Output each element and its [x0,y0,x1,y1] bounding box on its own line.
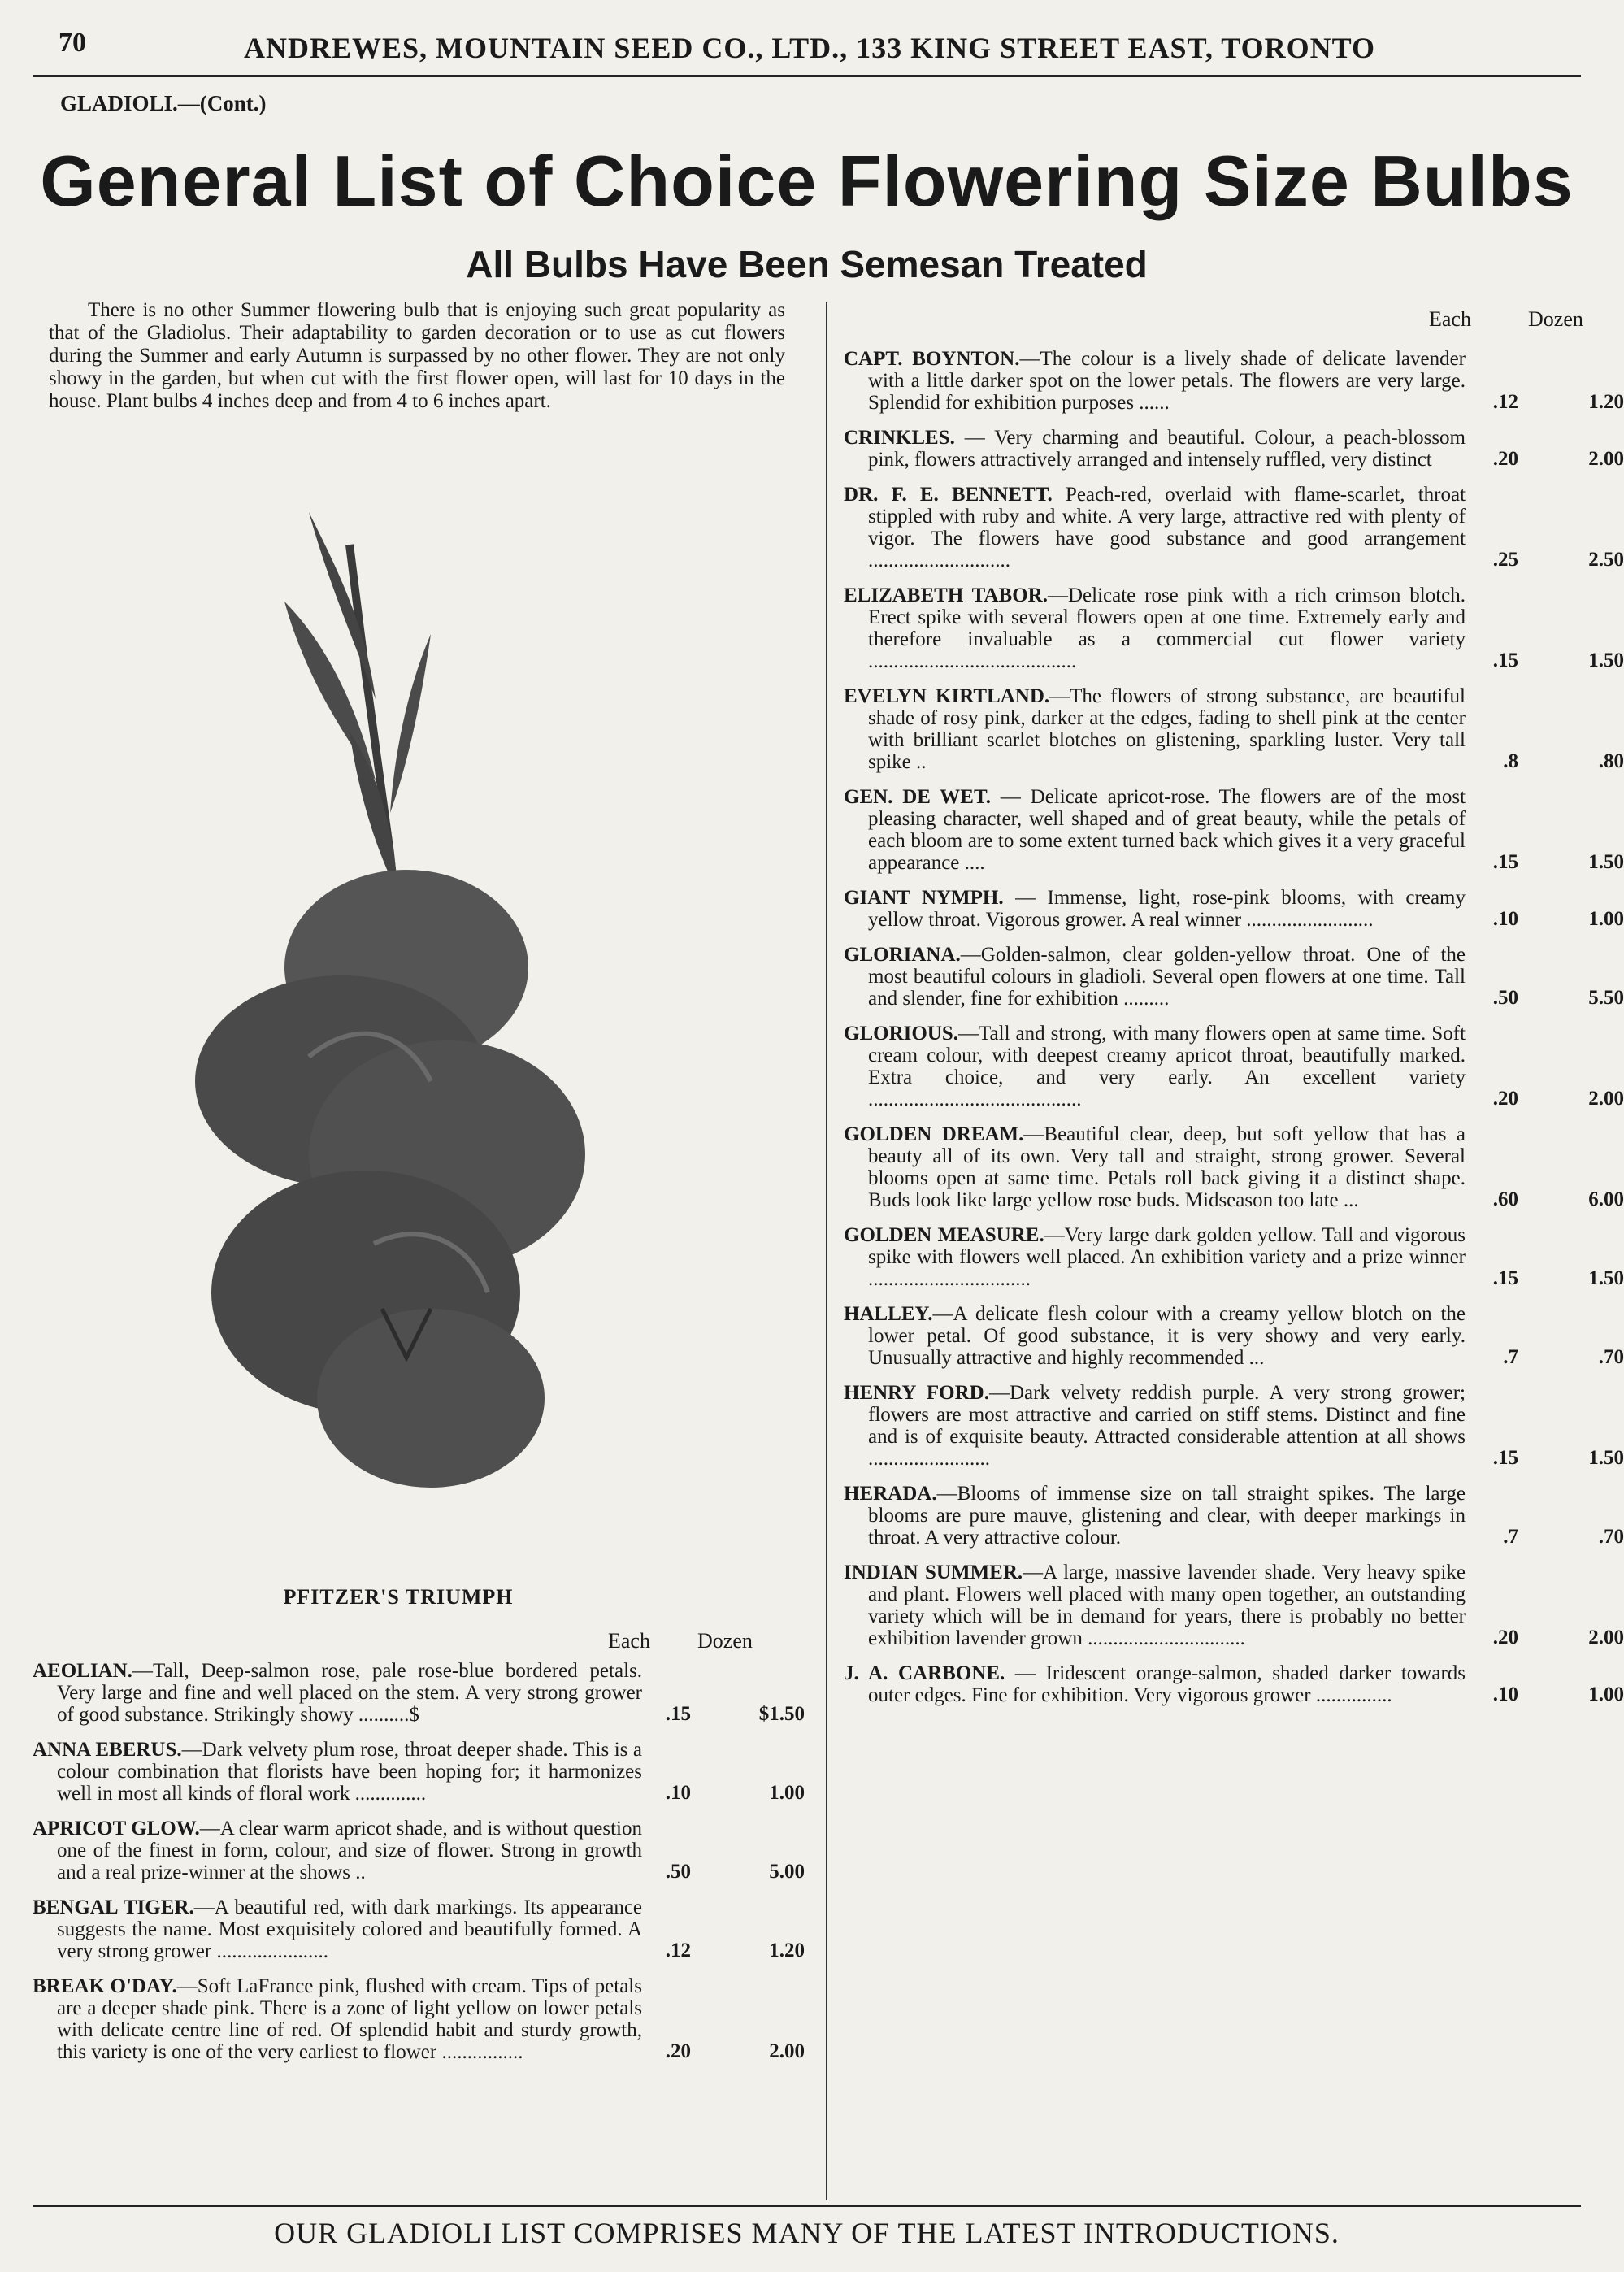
bulb-text: —Tall, Deep-salmon rose, pale rose-blue bordered petals. Very large and fine and well placed on the stem. A very strong grower of good substance. Strikingly showy ..........$ [57,1660,642,1726]
price-each: .50 [665,1861,691,1883]
bulb-name: GOLDEN MEASURE. [844,1224,1044,1246]
bulb-entry [33,1739,813,1805]
bulb-description [844,1382,1466,1470]
bulb-entry [844,427,1624,471]
bulb-text: — Delicate apricot-rose. The flowers are of the most pleasing character, well shaped and of great beauty, while the petals of each bloom are to some extent turned back which gives it a very graceful appearance .... [868,786,1466,874]
right-dozen-header: Dozen [1528,307,1583,331]
bulb-text: — Immense, light, rose-pink blooms, with creamy yellow throat. Vigorous grower. A real winner ......................... [868,887,1466,931]
bottom-rule [33,2205,1581,2207]
bulb-entry [844,484,1624,571]
bulb-text: —Blooms of immense size on tall straight spikes. The large blooms are pure mauve, glistening and clear, with deeper markings in throat. A very attractive colour. [868,1483,1466,1549]
bulb-name: DR. F. E. BENNETT. [844,484,1053,506]
price-dozen: 1.50 [1588,649,1624,671]
price-dozen: $1.50 [758,1703,805,1725]
bulb-name: ELIZABETH TABOR. [844,584,1048,606]
price-dozen: 2.00 [1588,1627,1624,1649]
bulb-description [33,1896,642,1962]
bulb-text: —Dark velvety reddish purple. A very strong grower; flowers are most attractive and carried on stiff stems. Distinct and fine and is of exquisite beauty. Attracted considerable attention at all shows ........................ [868,1382,1466,1470]
bulb-name: GLORIOUS. [844,1023,959,1045]
price-dozen: 1.50 [1588,851,1624,873]
price-dozen: 1.00 [769,1782,805,1804]
bulb-entry [844,887,1624,931]
price-each: .60 [1492,1188,1518,1210]
bulb-name: GOLDEN DREAM. [844,1123,1024,1145]
price-dozen: 5.50 [1588,987,1624,1009]
bulb-name: GLORIANA. [844,944,961,966]
bulb-entry [33,1818,813,1883]
bulb-name: EVELYN KIRTLAND. [844,685,1050,707]
bulb-name: HERADA. [844,1483,937,1505]
bulb-text: —Delicate rose pink with a rich crimson blotch. Erect spike with several flowers open at one time. Extremely early and therefore invaluable as a commercial cut flower variety ......................................... [868,584,1466,672]
bulb-entry [844,1382,1624,1470]
bulb-description [844,685,1466,773]
right-each-header: Each [1429,307,1471,331]
bulb-text: —Soft LaFrance pink, flushed with cream. Tips of petals are a deeper shade pink. There is a zone of light yellow on lower petals with delicate centre line of red. Of splendid habit and sturdy growth, this variety is one of the very earliest to flower ................ [57,1975,642,2063]
bulb-text: —The colour is a lively shade of delicate lavender with a little darker spot on the lower petals. The flowers are very large. Splendid for exhibition purposes ...... [868,348,1466,414]
price-dozen: 1.20 [769,1940,805,1961]
bulb-entry [844,1303,1624,1369]
price-dozen: 2.00 [1588,1088,1624,1110]
price-each: .15 [665,1703,691,1725]
bulb-description [33,1660,642,1726]
bulb-entry [844,584,1624,672]
price-each: .20 [1492,1088,1518,1110]
bulb-text: —Beautiful clear, deep, but soft yellow that has a beauty all of its own. Very tall and straight, strong grower. Several blooms open at same time. Petals roll back giving it a distinct shape. Buds look like large yellow rose buds. Midseason too late ... [868,1123,1466,1211]
bulb-text: — Very charming and beautiful. Colour, a peach-blossom pink, flowers attractively arranged and intensely ruffled, very distinct [868,427,1466,471]
bulb-text: —The flowers of strong substance, are beautiful shade of rosy pink, darker at the edges, fading to shell pink at the center with brilliant scarlet blotches on glistening, sparkling luster. Very tall spike .. [868,685,1466,773]
bulb-description [844,1483,1466,1549]
left-dozen-header: Dozen [697,1629,753,1653]
bulb-entry [844,1023,1624,1110]
price-dozen: 2.00 [1588,448,1624,470]
bulb-name: HALLEY. [844,1303,933,1325]
bulb-name: HENRY FORD. [844,1382,989,1404]
bulb-text: —A large, massive lavender shade. Very heavy spike and plant. Flowers well placed with many open together, an outstanding variety which will be in demand for years, there is probably no better exhibition lavender grown ............................... [868,1562,1466,1649]
bulb-description [844,1562,1466,1649]
price-each: .12 [665,1940,691,1961]
price-dozen: 1.20 [1588,391,1624,413]
bulb-entry [33,1896,813,1962]
bulb-name: J. A. CARBONE. [844,1662,1005,1684]
bulb-name: APRICOT GLOW. [33,1818,200,1840]
price-dozen: 1.50 [1588,1447,1624,1469]
bulb-text: —Very large dark golden yellow. Tall and vigorous spike with flowers well placed. An exhibition variety and a prize winner ................................ [868,1224,1466,1290]
bulb-description [844,427,1466,471]
section-label: GLADIOLI.—(Cont.) [60,91,267,115]
price-dozen: 1.00 [1588,1683,1624,1705]
price-each: .8 [1503,750,1518,772]
bulb-entry [844,1224,1624,1290]
price-each: .15 [1492,1447,1518,1469]
price-each: .10 [1492,908,1518,930]
bulb-name: BENGAL TIGER. [33,1896,194,1918]
price-each: .7 [1503,1526,1518,1548]
bulb-description [844,786,1466,874]
bulb-text: —Dark velvety plum rose, throat deeper shade. This is a colour combination that florists have been hoping for; it harmonizes well in most all kinds of floral work .............. [57,1739,642,1805]
running-head: ANDREWES, MOUNTAIN SEED CO., LTD., 133 KING STREET EAST, TORONTO [244,32,1375,64]
bulb-entry [844,1562,1624,1649]
bulb-description [844,1662,1466,1706]
price-dozen: .70 [1598,1346,1624,1368]
bulb-description [844,887,1466,931]
price-dozen: 6.00 [1588,1188,1624,1210]
page-footer: OUR GLADIOLI LIST COMPRISES MANY OF THE LATEST INTRODUCTIONS. [274,2217,1340,2249]
page-subtitle: All Bulbs Have Been Semesan Treated [466,243,1148,285]
bulb-text: —Golden-salmon, clear golden-yellow throat. One of the most beautiful colours in gladioli. Several open flowers at one time. Tall and slender, fine for exhibition ......... [868,944,1466,1010]
bulb-text: —A delicate flesh colour with a creamy yellow blotch on the lower petal. Of good substance, it is very showy and very early. Unusually attractive and highly recommended ... [868,1303,1466,1369]
bud-right [390,634,431,813]
bulb-name: CAPT. BOYNTON. [844,348,1020,370]
intro-paragraph: There is no other Summer flowering bulb that is enjoying such great popularity as that of the Gladiolus. Their adaptability to garden decoration or to use as cut flowers during the Summer and early Autumn is surpassed by no other flower. They are not only showy in the garden, but when cut with the first flower open, will last for 10 days in the house. Plant bulbs 4 inches deep and from 4 to 6 inches apart. [49,299,785,412]
bulb-name: ANNA EBERUS. [33,1739,182,1761]
bloom-5 [317,1309,545,1488]
column-divider [826,302,827,2200]
price-each: .15 [1492,649,1518,671]
gladiolus-photo [163,512,667,1569]
price-each: .50 [1492,987,1518,1009]
bulb-entry [844,944,1624,1010]
bulb-name: GEN. DE WET. [844,786,992,808]
bulb-description [33,1818,642,1883]
bulb-text: —A beautiful red, with dark markings. Its appearance suggests the name. Most exquisitely colored and beautifully formed. A very strong grower ...................... [57,1896,643,1962]
bulb-entry [844,348,1624,414]
price-each: .20 [1492,448,1518,470]
right-price-list [844,348,1624,1719]
bulb-text: Peach-red, overlaid with flame-scarlet, throat stippled with ruby and white. A very large, attractive red with plenty of vigor. The flowers have good substance and good arrangement ............................ [868,484,1466,571]
price-dozen: 5.00 [769,1861,805,1883]
bulb-entry [33,1975,813,2063]
bulb-description [844,1023,1466,1110]
top-rule [33,75,1581,77]
price-each: .15 [1492,1267,1518,1289]
price-dozen: 2.00 [769,2040,805,2062]
bulb-description [844,944,1466,1010]
price-dozen: 1.00 [1588,908,1624,930]
bulb-description [844,1224,1466,1290]
bulb-text: —A clear warm apricot shade, and is without question one of the finest in form, colour, and size of flower. Strong in growth and a real prize-winner at the shows .. [57,1818,642,1883]
price-each: .7 [1503,1346,1518,1368]
page-title: General List of Choice Flowering Size Bulbs [40,141,1574,221]
left-price-list [33,1660,813,2076]
bulb-description [844,484,1466,571]
price-each: .25 [1492,549,1518,571]
bulb-entry [844,1123,1624,1211]
price-each: .20 [1492,1627,1518,1649]
bulb-description [844,584,1466,672]
bulb-description [33,1739,642,1805]
bulb-name: AEOLIAN. [33,1660,132,1682]
bulb-description [844,1123,1466,1211]
price-each: .10 [665,1782,691,1804]
bulb-name: CRINKLES. [844,427,955,449]
bulb-entry [33,1660,813,1726]
page-number: 70 [59,28,86,58]
bulb-description [33,1975,642,2063]
price-dozen: 2.50 [1588,549,1624,571]
bulb-description [844,348,1466,414]
bulb-name: INDIAN SUMMER. [844,1562,1023,1583]
left-each-header: Each [608,1629,650,1653]
photo-caption: PFITZER'S TRIUMPH [283,1585,514,1609]
bulb-text: —Tall and strong, with many flowers open at same time. Soft cream colour, with deepest creamy apricot throat, beautifully marked. Extra choice, and very early. An excellent variety .......................................... [868,1023,1466,1110]
bulb-entry [844,685,1624,773]
bulb-description [844,1303,1466,1369]
price-each: .20 [665,2040,691,2062]
bulb-entry [844,786,1624,874]
bulb-entry [844,1483,1624,1549]
price-each: .10 [1492,1683,1518,1705]
price-dozen: .70 [1598,1526,1624,1548]
price-dozen: 1.50 [1588,1267,1624,1289]
bulb-name: GIANT NYMPH. [844,887,1004,909]
bulb-entry [844,1662,1624,1706]
price-each: .12 [1492,391,1518,413]
bulb-name: BREAK O'DAY. [33,1975,177,1997]
price-each: .15 [1492,851,1518,873]
price-dozen: .80 [1598,750,1624,772]
bulb-text: — Iridescent orange-salmon, shaded darker towards outer edges. Fine for exhibition. Very vigorous grower ............... [868,1662,1466,1706]
